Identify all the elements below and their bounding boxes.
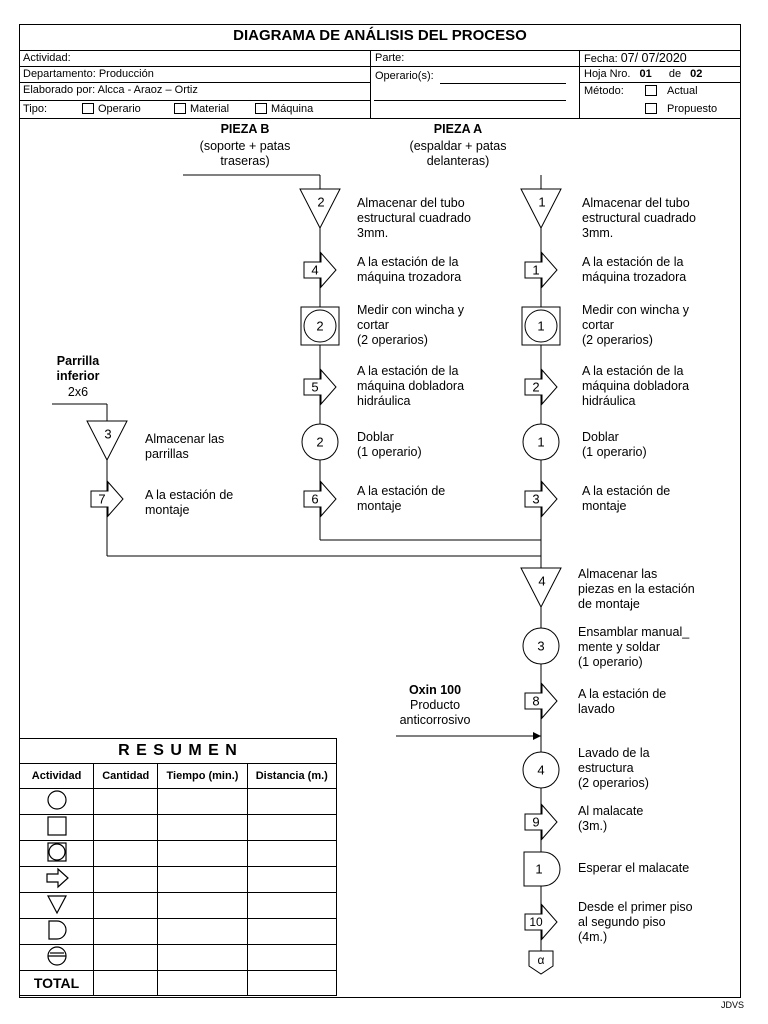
- metodo-label: Método:: [584, 85, 624, 97]
- step-label-line: Doblar: [582, 430, 619, 444]
- step-label-line: Almacenar las: [145, 432, 225, 446]
- connector-icon: [42, 945, 72, 967]
- operarios-label: Operario(s):: [375, 70, 434, 82]
- transport-icon-cell: [20, 867, 94, 893]
- resumen-cell[interactable]: [247, 945, 336, 971]
- step-label-line: 3mm.: [357, 226, 389, 240]
- main-label-3: [578, 687, 666, 717]
- resumen-cell[interactable]: [247, 815, 336, 841]
- resumen-cell[interactable]: [247, 893, 336, 919]
- step-label-line: (3m.): [578, 819, 608, 833]
- step-label-line: Almacenar del tubo: [357, 196, 465, 210]
- oxin-title: Oxin 100: [408, 683, 462, 697]
- inspection-icon-cell: [20, 815, 94, 841]
- step-label-line: Medir con wincha y: [357, 303, 464, 317]
- pieza-b-desc1: (soporte + patas: [199, 139, 291, 153]
- step-number: 1: [532, 262, 540, 278]
- table-row: [20, 945, 337, 971]
- oxin-desc2: anticorrosivo: [399, 713, 471, 727]
- step-label-line: de montaje: [578, 597, 640, 611]
- combined-symbol: [301, 307, 339, 345]
- resumen-cell[interactable]: [94, 893, 158, 919]
- step-number: 4: [538, 573, 546, 589]
- step-label-line: lavado: [578, 702, 615, 716]
- step-label-line: hidráulica: [582, 394, 636, 408]
- step-label-line: cortar: [582, 318, 614, 332]
- col-b-label-5: [357, 430, 422, 460]
- parrilla-title2: inferior: [56, 369, 100, 383]
- step-label-line: A la estación de: [578, 687, 667, 701]
- step-label-line: Doblar: [357, 430, 394, 444]
- step-label-line: Almacenar las: [578, 567, 658, 581]
- step-label-line: estructura: [578, 761, 634, 775]
- step-number: 2: [316, 434, 324, 450]
- step-label-line: montaje: [357, 499, 402, 513]
- operation-symbol: [302, 424, 338, 460]
- resumen-cell[interactable]: [94, 945, 158, 971]
- col-b-label-1: [357, 196, 471, 241]
- connector-icon-cell: [20, 945, 94, 971]
- step-number: 1: [538, 194, 546, 210]
- resumen-cell[interactable]: [158, 867, 247, 893]
- tipo-label: Tipo:: [23, 103, 48, 115]
- operation-symbol: [523, 424, 559, 460]
- tipo-operario-option[interactable]: Operario: [82, 103, 141, 116]
- step-label-line: (1 operario): [578, 655, 643, 669]
- step-label-line: al segundo piso: [578, 915, 666, 929]
- hoja-field: Hoja Nro. 01 de 02: [584, 68, 703, 80]
- main-label-5: [578, 804, 643, 834]
- operation-icon: [42, 789, 72, 811]
- resumen-total-cell[interactable]: [94, 971, 158, 996]
- col-p-label-2: [145, 488, 233, 518]
- step-label-line: cortar: [357, 318, 389, 332]
- step-label-line: Desde el primer piso: [578, 900, 693, 914]
- combined-icon-cell: [20, 841, 94, 867]
- storage-symbol: [521, 568, 561, 607]
- step-label-line: A la estación de la: [582, 364, 684, 378]
- step-label-line: mente y soldar: [578, 640, 660, 654]
- inspection-icon: [42, 815, 72, 837]
- step-label-line: A la estación de: [582, 484, 671, 498]
- step-label-line: (1 operario): [357, 445, 422, 459]
- main-label-6: [578, 861, 689, 876]
- parrilla-title1: Parrilla: [56, 354, 100, 368]
- step-label-line: Lavado de la: [578, 746, 650, 760]
- table-row: [20, 867, 337, 893]
- resumen-cell[interactable]: [158, 945, 247, 971]
- step-number: 6: [311, 491, 319, 507]
- storage-icon: [42, 893, 72, 915]
- col-b-label-3: [357, 303, 464, 348]
- step-number: 7: [98, 491, 106, 507]
- step-label-line: montaje: [145, 503, 190, 517]
- step-label-line: (2 operarios): [582, 333, 653, 347]
- step-label-line: parrillas: [145, 447, 189, 461]
- tipo-material-option[interactable]: Material: [174, 103, 229, 116]
- storage-icon-cell: [20, 893, 94, 919]
- step-label-line: máquina dobladora: [582, 379, 690, 393]
- table-row: [20, 893, 337, 919]
- step-label-line: máquina trozadora: [582, 270, 687, 284]
- resumen-total-row: [20, 971, 337, 996]
- step-label-line: Almacenar del tubo: [582, 196, 690, 210]
- step-label-line: Medir con wincha y: [582, 303, 689, 317]
- step-label-line: (1 operario): [582, 445, 647, 459]
- resumen-cell[interactable]: [158, 841, 247, 867]
- page-title: DIAGRAMA DE ANÁLISIS DEL PROCESO: [233, 27, 527, 44]
- actividad-label: Actividad:: [23, 52, 71, 64]
- step-number: 2: [316, 318, 324, 334]
- departamento-label: Departamento: Producción: [23, 68, 154, 80]
- table-row: [20, 919, 337, 945]
- resumen-cell[interactable]: [94, 841, 158, 867]
- table-row: [20, 815, 337, 841]
- footer-initials: JDVS: [720, 1000, 744, 1010]
- step-label-line: estructural cuadrado: [357, 211, 471, 225]
- pieza-a-title: PIEZA A: [433, 122, 483, 136]
- operation-symbol: [523, 628, 559, 664]
- resumen-cell[interactable]: [158, 893, 247, 919]
- col-a-label-4: [582, 364, 689, 409]
- col-a-label-3: [582, 303, 689, 348]
- step-number: α: [537, 953, 545, 967]
- resumen-cell[interactable]: [158, 815, 247, 841]
- step-number: 3: [532, 491, 540, 507]
- pieza-a-desc2: delanteras): [426, 154, 490, 168]
- storage-symbol: [300, 189, 340, 228]
- step-number: 1: [537, 318, 545, 334]
- step-number: 4: [311, 262, 319, 278]
- transport-icon: [42, 867, 72, 889]
- resumen-cell[interactable]: [247, 919, 336, 945]
- operation-symbol: [523, 752, 559, 788]
- resumen-cell[interactable]: [94, 815, 158, 841]
- step-label-line: Esperar el malacate: [578, 861, 690, 875]
- connector-symbol: [529, 951, 553, 974]
- step-label-line: máquina dobladora: [357, 379, 465, 393]
- storage-symbol: [521, 189, 561, 228]
- step-label-line: A la estación de la: [582, 255, 684, 269]
- step-label-line: (4m.): [578, 930, 608, 944]
- col-a-label-1: [582, 196, 696, 241]
- step-number: 2: [532, 379, 540, 395]
- resumen-table: [19, 738, 337, 996]
- combined-icon: [42, 841, 72, 863]
- delay-symbol: [524, 852, 560, 886]
- resumen-cell[interactable]: [247, 789, 336, 815]
- fecha-value: 07/ 07/2020: [620, 51, 687, 65]
- step-label-line: A la estación de la: [357, 364, 459, 378]
- resumen-cell[interactable]: [247, 867, 336, 893]
- main-label-4: [578, 746, 650, 791]
- resumen-header-2: Cantidad: [94, 764, 158, 789]
- combined-symbol: [522, 307, 560, 345]
- step-label-line: 3mm.: [582, 226, 614, 240]
- metodo-propuesto-option[interactable]: Propuesto: [645, 103, 717, 116]
- step-label-line: piezas en la estación: [578, 582, 695, 596]
- table-row: [20, 841, 337, 867]
- pieza-b-desc2: traseras): [220, 154, 270, 168]
- fecha-label: Fecha:: [584, 53, 618, 65]
- resumen-cell[interactable]: [94, 789, 158, 815]
- step-label-line: Al malacate: [578, 804, 644, 818]
- oxin-arrow-icon: [533, 732, 541, 740]
- col-b-label-4: [357, 364, 464, 409]
- resumen-cell[interactable]: [94, 867, 158, 893]
- step-number: 1: [537, 434, 545, 450]
- main-label-7: [578, 900, 693, 945]
- col-a-label-2: [582, 255, 686, 285]
- table-row: [20, 789, 337, 815]
- col-p-label-1: [145, 432, 224, 462]
- step-label-line: estructural cuadrado: [582, 211, 696, 225]
- pieza-a-desc1: (espaldar + patas: [409, 139, 507, 153]
- metodo-actual-option[interactable]: Actual: [645, 85, 698, 98]
- step-number: 5: [311, 379, 319, 395]
- step-label-line: montaje: [582, 499, 627, 513]
- oxin-desc1: Producto: [409, 698, 461, 712]
- col-b-label-6: [357, 484, 445, 514]
- col-a-label-6: [582, 484, 670, 514]
- resumen-total-cell[interactable]: [247, 971, 336, 996]
- elaborado-label: Elaborado por: Alcca - Araoz – Ortiz: [23, 84, 198, 96]
- hoja-total: 02: [690, 68, 703, 80]
- step-number: 3: [104, 426, 112, 442]
- step-label-line: máquina trozadora: [357, 270, 462, 284]
- resumen-header-row: [20, 764, 337, 789]
- resumen-title: R E S U M E N: [20, 739, 337, 764]
- step-number: 10: [529, 915, 543, 929]
- step-number: 8: [532, 693, 540, 709]
- col-a-label-5: [582, 430, 647, 460]
- step-label-line: A la estación de la: [357, 255, 459, 269]
- resumen-header-1: Actividad: [20, 764, 94, 789]
- resumen-cell[interactable]: [158, 789, 247, 815]
- storage-symbol: [87, 421, 127, 460]
- tipo-maquina-option[interactable]: Máquina: [255, 103, 313, 116]
- resumen-cell[interactable]: [158, 919, 247, 945]
- resumen-header-4: Distancia (m.): [247, 764, 336, 789]
- parrilla-desc: 2x6: [67, 385, 89, 399]
- step-number: 4: [537, 762, 545, 778]
- col-b-label-2: [357, 255, 461, 285]
- delay-icon: [42, 919, 72, 941]
- step-number: 3: [537, 638, 545, 654]
- resumen-header-3: Tiempo (min.): [158, 764, 247, 789]
- step-number: 1: [535, 861, 543, 877]
- pieza-b-title: PIEZA B: [220, 122, 270, 136]
- delay-icon-cell: [20, 919, 94, 945]
- step-label-line: (2 operarios): [578, 776, 649, 790]
- step-number: 9: [532, 814, 540, 830]
- resumen-total-label: TOTAL: [20, 971, 94, 996]
- main-label-2: [578, 625, 689, 670]
- main-label-1: [578, 567, 695, 612]
- resumen-cell[interactable]: [94, 919, 158, 945]
- parte-label: Parte:: [375, 52, 405, 64]
- step-label-line: hidráulica: [357, 394, 411, 408]
- hoja-num: 01: [639, 68, 652, 80]
- resumen-total-cell[interactable]: [158, 971, 247, 996]
- step-label-line: A la estación de: [357, 484, 446, 498]
- step-label-line: (2 operarios): [357, 333, 428, 347]
- step-number: 2: [317, 194, 325, 210]
- step-label-line: A la estación de: [145, 488, 234, 502]
- operation-icon-cell: [20, 789, 94, 815]
- resumen-cell[interactable]: [247, 841, 336, 867]
- step-label-line: Ensamblar manual_: [578, 625, 690, 639]
